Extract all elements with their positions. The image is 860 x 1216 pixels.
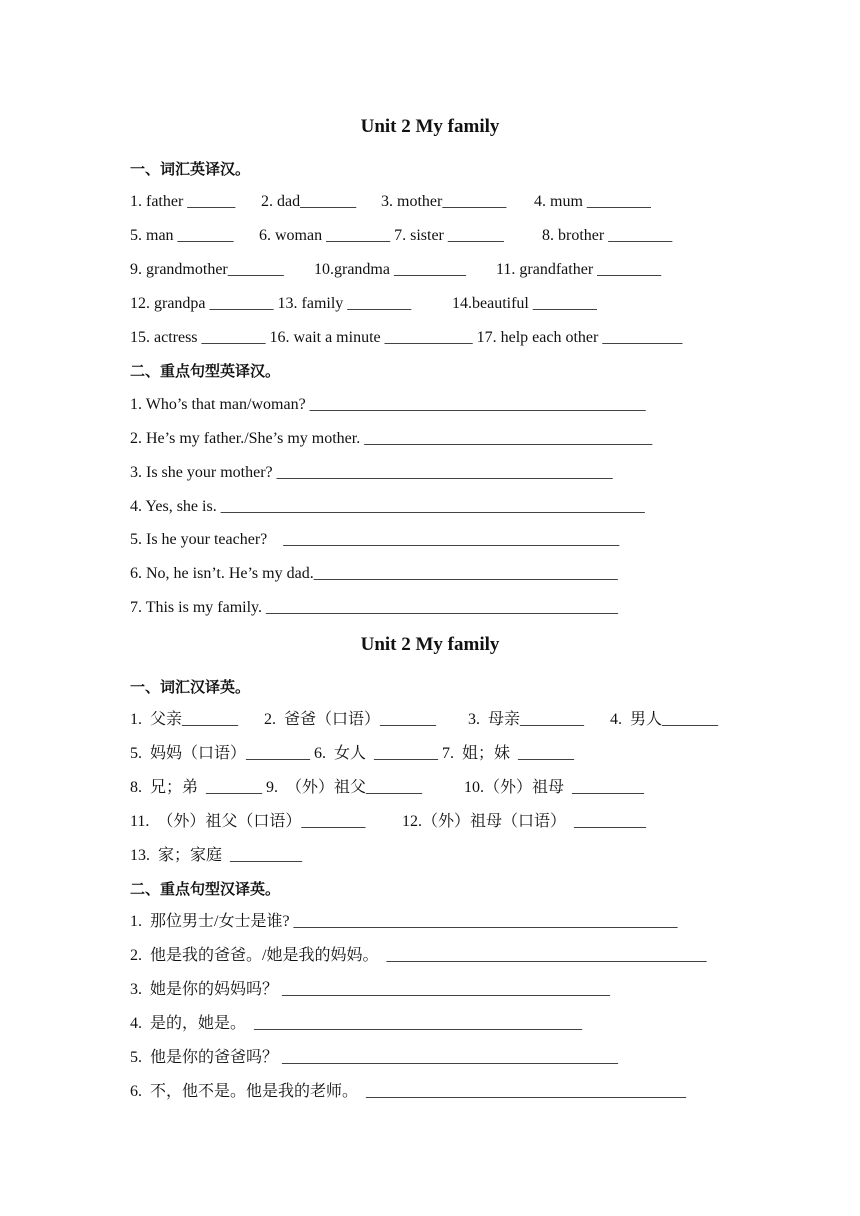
vocab-item: 13. 家；家庭 _________	[130, 847, 303, 864]
vocab-item: 10.grandma _________	[314, 261, 466, 278]
vocab-item: 9. grandmother_______	[130, 261, 284, 278]
section-heading-vocab-en-cn: 一、词汇英译汉。	[130, 160, 251, 178]
section-heading-sentences-en-cn: 二、重点句型英译汉。	[130, 362, 281, 380]
sentence-item: 7. This is my family. ____________________________________________	[130, 599, 618, 616]
vocab-item: 11. grandfather ________	[496, 261, 662, 278]
vocab-item: 3. mother________	[381, 193, 507, 210]
vocab-item: 12. grandpa ________ 13. family ________	[130, 295, 412, 312]
vocab-item: 15. actress ________ 16. wait a minute ___________ 17. help each other __________	[130, 329, 683, 346]
vocab-item: 1. 父亲_______	[130, 711, 239, 728]
vocab-item: 8. 兄；弟 _______ 9. （外）祖父_______	[130, 779, 423, 796]
vocab-item: 6. woman ________ 7. sister _______	[259, 227, 504, 244]
sentence-item: 6. 不，他不是。他是我的老师。 ________________________________________	[130, 1083, 687, 1100]
sentence-item: 4. 是的，她是。 _________________________________________	[130, 1015, 583, 1032]
unit-title: Unit 2 My family	[360, 116, 500, 137]
vocab-item: 1. father ______	[130, 193, 236, 210]
vocab-item: 14.beautiful ________	[452, 295, 597, 312]
sentence-item: 2. 他是我的爸爸。/她是我的妈妈。 ________________________________________	[130, 947, 707, 964]
sentence-item: 5. Is he your teacher? __________________________________________	[130, 531, 620, 548]
vocab-item: 3. 母亲________	[468, 711, 585, 728]
vocab-item: 2. dad_______	[261, 193, 357, 210]
vocab-item: 2. 爸爸（口语）_______	[264, 711, 437, 728]
sentence-item: 5. 他是你的爸爸吗？ __________________________________________	[130, 1049, 619, 1066]
vocab-item: 4. mum ________	[534, 193, 651, 210]
vocab-item: 10.（外）祖母 _________	[464, 779, 645, 796]
sentence-item: 3. Is she your mother? __________________________________________	[130, 464, 613, 481]
section-heading-sentences-cn-en: 二、重点句型汉译英。	[130, 880, 281, 898]
sentence-item: 2. He’s my father./She’s my mother. ____________________________________	[130, 430, 653, 447]
vocab-item: 5. 妈妈（口语）________ 6. 女人 ________ 7. 姐；妹 _______	[130, 745, 575, 762]
vocab-item: 11. （外）祖父（口语）________	[130, 813, 366, 830]
vocab-item: 4. 男人_______	[610, 711, 719, 728]
unit-title: Unit 2 My family	[360, 634, 500, 655]
sentence-item: 3. 她是你的妈妈吗？ _________________________________________	[130, 981, 611, 998]
vocab-item: 8. brother ________	[542, 227, 673, 244]
sentence-item: 6. No, he isn’t. He’s my dad.______________________________________	[130, 565, 618, 582]
sentence-item: 4. Yes, she is. _____________________________________________________	[130, 498, 645, 515]
section-heading-vocab-cn-en: 一、词汇汉译英。	[130, 678, 251, 696]
sentence-item: 1. Who’s that man/woman? __________________________________________	[130, 396, 646, 413]
vocab-item: 12.（外）祖母（口语） _________	[402, 813, 647, 830]
sentence-item: 1. 那位男士/女士是谁? ________________________________________________	[130, 913, 678, 930]
vocab-item: 5. man _______	[130, 227, 234, 244]
